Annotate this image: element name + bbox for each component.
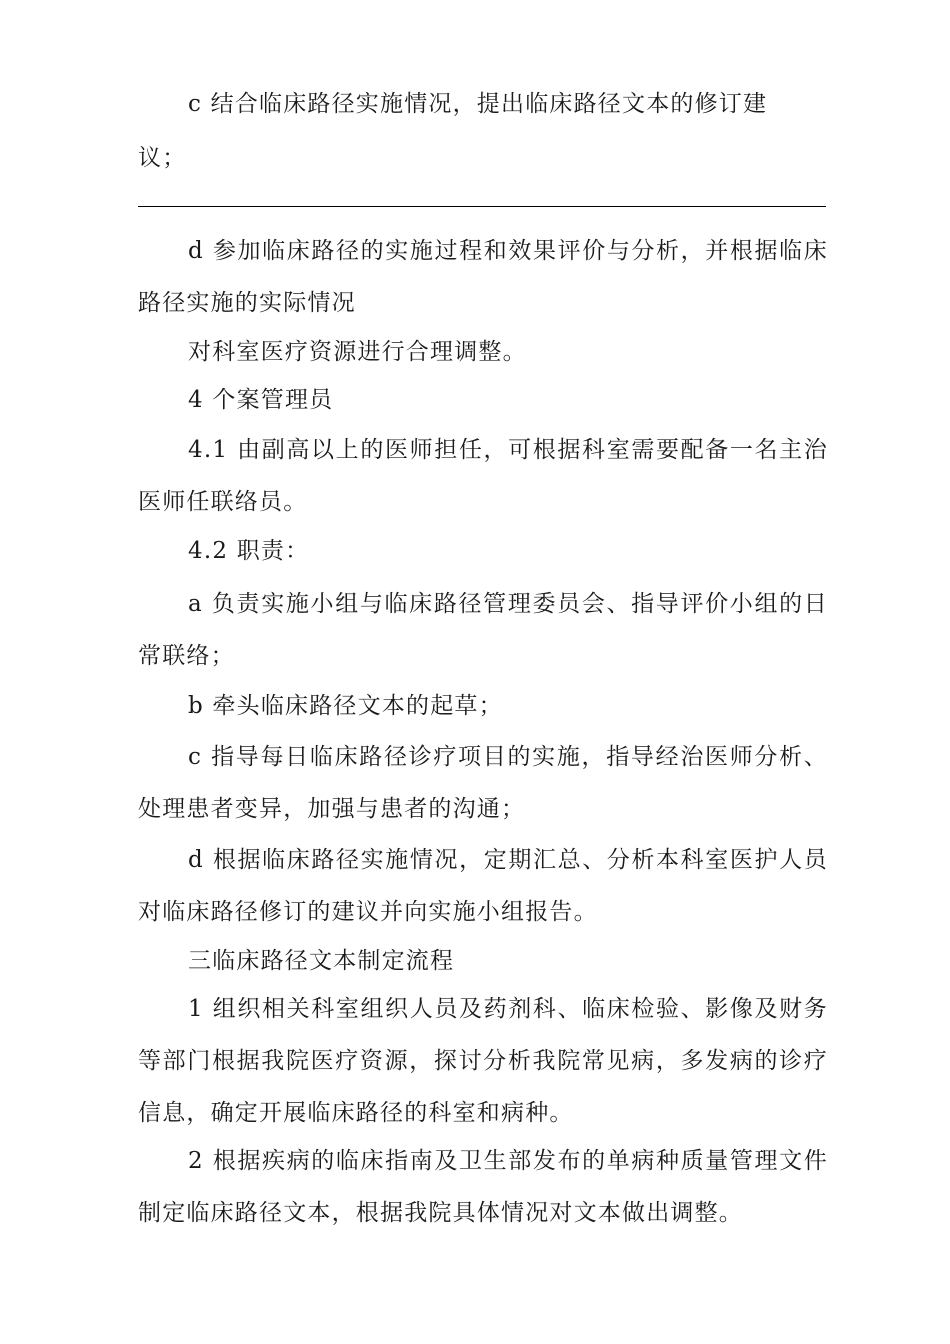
paragraph-c-guidance: c 指导每日临床路径诊疗项目的实施，指导经治医师分析、处理患者变异，加强与患者的沟通； xyxy=(138,744,828,822)
paragraph-b-drafting: b 牵头临床路径文本的起草； xyxy=(188,693,503,719)
paragraph-d-participate: d 参加临床路径的实施过程和效果评价与分析，并根据临床路径实施的实际情况 xyxy=(138,238,828,316)
paragraph-d-summary: d 根据临床路径实施情况，定期汇总、分析本科室医护人员对临床路径修订的建议并向实施小组报告。 xyxy=(138,847,828,925)
paragraph-1-organize: 1 组织相关科室组织人员及药剂科、临床检验、影像及财务等部门根据我院医疗资源，探讨分析我院常见病，多发病的诊疗信息，确定开展临床路径的科室和病种。 xyxy=(138,996,828,1126)
paragraph-c-revision-line2: 议； xyxy=(138,145,187,171)
paragraph-a-liaison: a 负责实施小组与临床路径管理委员会、指导评价小组的日常联络； xyxy=(138,591,828,669)
heading-case-manager: 4 个案管理员 xyxy=(188,387,334,413)
paragraph-resource-adjust: 对科室医疗资源进行合理调整。 xyxy=(188,339,527,365)
paragraph-2-guidelines: 2 根据疾病的临床指南及卫生部发布的单病种质量管理文件制定临床路径文本，根据我院具体情况对文本做出调整。 xyxy=(138,1148,828,1226)
paragraph-c-revision-line1: c 结合临床路径实施情况，提出临床路径文本的修订建 xyxy=(188,91,768,117)
paragraph-4-1: 4.1 由副高以上的医师担任，可根据科室需要配备一名主治医师任联络员。 xyxy=(138,437,828,515)
heading-section-three: 三临床路径文本制定流程 xyxy=(188,948,455,974)
heading-4-2-duties: 4.2 职责： xyxy=(188,538,310,564)
horizontal-divider xyxy=(138,206,826,207)
